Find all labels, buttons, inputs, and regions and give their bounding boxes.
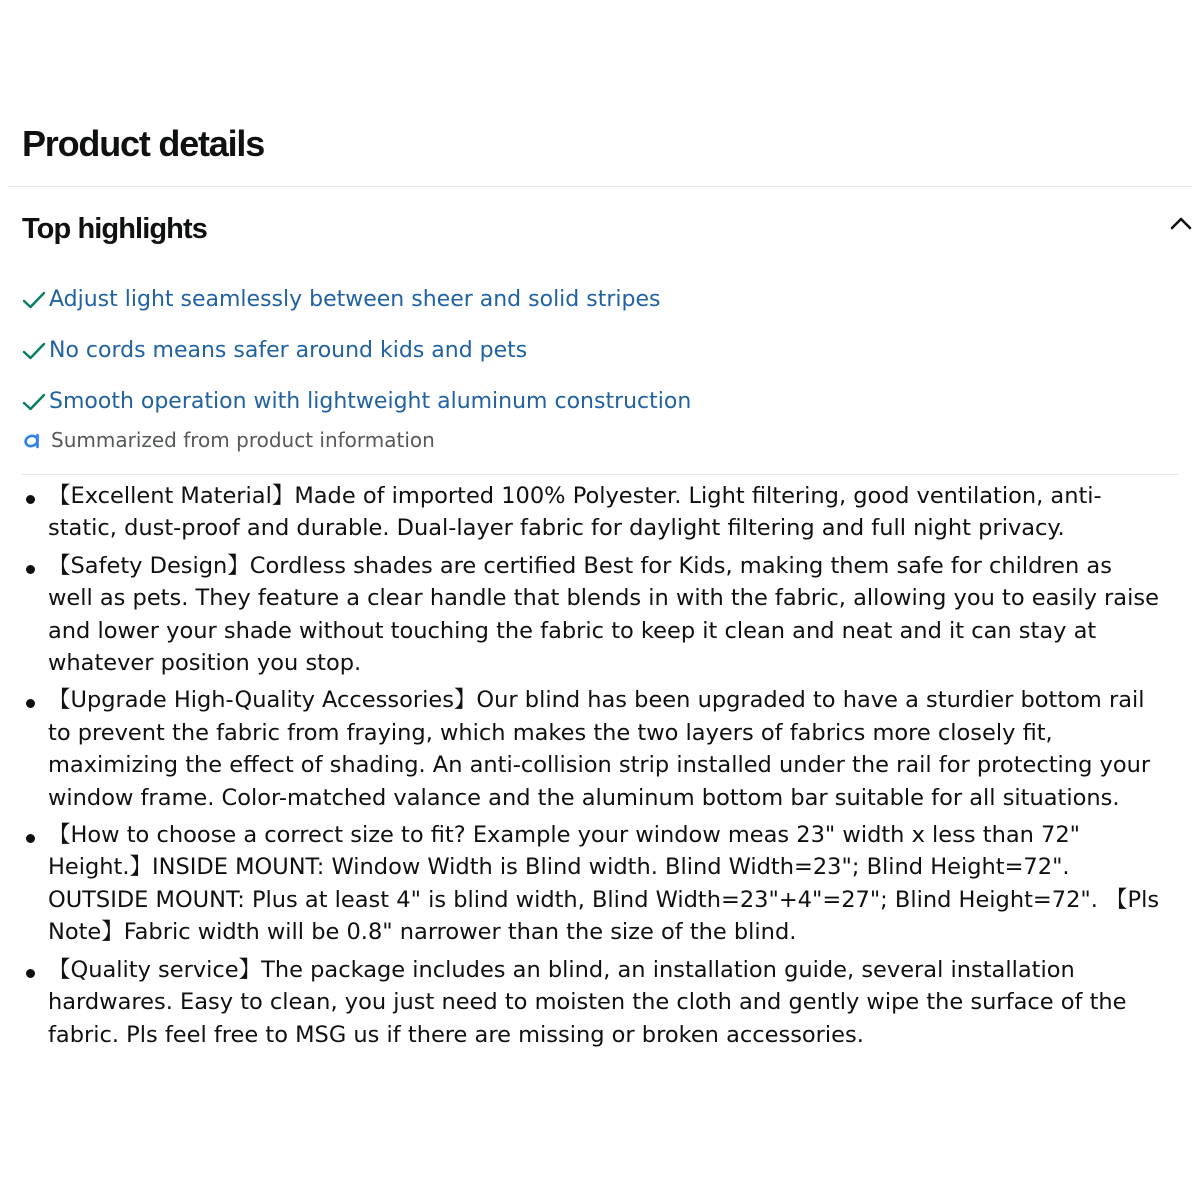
highlight-item — [22, 325, 1172, 376]
feature-bullet — [0, 819, 1200, 949]
feature-text: 【Quality service】The package includes an blind, an installation guide, several installation hardwares. Easy to clean, you just need to moisten the cloth and gently wipe the surface of the fabric. Pls feel free to MSG us if there are missing or broken accessories. — [48, 956, 1127, 1048]
top-highlights-header[interactable] — [22, 210, 1192, 250]
collapse-button[interactable] — [1166, 208, 1196, 238]
check-icon — [22, 390, 46, 414]
feature-bullet — [0, 480, 1200, 545]
divider — [8, 186, 1192, 187]
section-title: Top highlights — [22, 213, 207, 245]
bullet-dot — [26, 495, 35, 504]
feature-bullets-list — [0, 480, 1200, 1056]
bullet-dot — [26, 969, 35, 978]
page-title: Product details — [22, 123, 265, 164]
bullet-dot — [26, 565, 35, 574]
highlight-item — [22, 376, 1172, 427]
feature-text: 【How to choose a correct size to fit? Example your window meas 23" width x less than 72" Height.】INSIDE MOUNT: Window Width is Blind width. Blind Width=23"; Blind Height=72". OUTSIDE MOUNT: Plus at least 4" is blind width, Blind Width=23"+4"=27"; Blind Height=72". 【Pls Note】Fabric width will be 0.8" narrower than the size of the blind. — [48, 822, 1160, 946]
chevron-up-icon — [1170, 216, 1192, 230]
feature-bullet — [0, 684, 1200, 814]
highlight-text: Smooth operation with lightweight aluminum construction — [49, 388, 692, 414]
highlight-item — [22, 274, 1172, 325]
check-icon — [22, 288, 46, 312]
bullet-dot — [26, 834, 35, 843]
feature-text: 【Safety Design】Cordless shades are certified Best for Kids, making them safe for children as well as pets. They feature a clear handle that blends in with the fabric, allowing you to easily raise and lower your shade without touching the fabric to keep it clean and neat and it can stay at whatever position you stop. — [48, 552, 1159, 677]
bullet-dot — [26, 699, 35, 708]
highlight-text: No cords means safer around kids and pets — [49, 337, 528, 363]
feature-text: 【Upgrade High-Quality Accessories】Our blind has been upgraded to have a sturdier bottom rail to prevent the fabric from fraying, which makes the two layers of fabrics more closely fit, maximizing the effect of shading. An anti-collision strip installed under the rail for protecting your window frame. Color-matched valance and the aluminum bottom bar suitable for all situations. — [48, 687, 1151, 811]
check-icon — [22, 339, 46, 363]
ai-summary-text: Summarized from product information — [51, 428, 435, 452]
highlights-list — [22, 274, 1172, 427]
feature-text: 【Excellent Material】Made of imported 100% Polyester. Light filtering, good ventilation, anti-static, dust-proof and durable. Dual-layer fabric for daylight filtering and full night privacy. — [48, 483, 1102, 542]
feature-bullet — [0, 954, 1200, 1051]
ai-summary-note — [22, 428, 435, 452]
highlight-text: Adjust light seamlessly between sheer and solid stripes — [49, 286, 661, 312]
feature-bullet — [0, 550, 1200, 680]
divider — [22, 474, 1178, 475]
ai-sparkle-icon — [22, 430, 42, 450]
